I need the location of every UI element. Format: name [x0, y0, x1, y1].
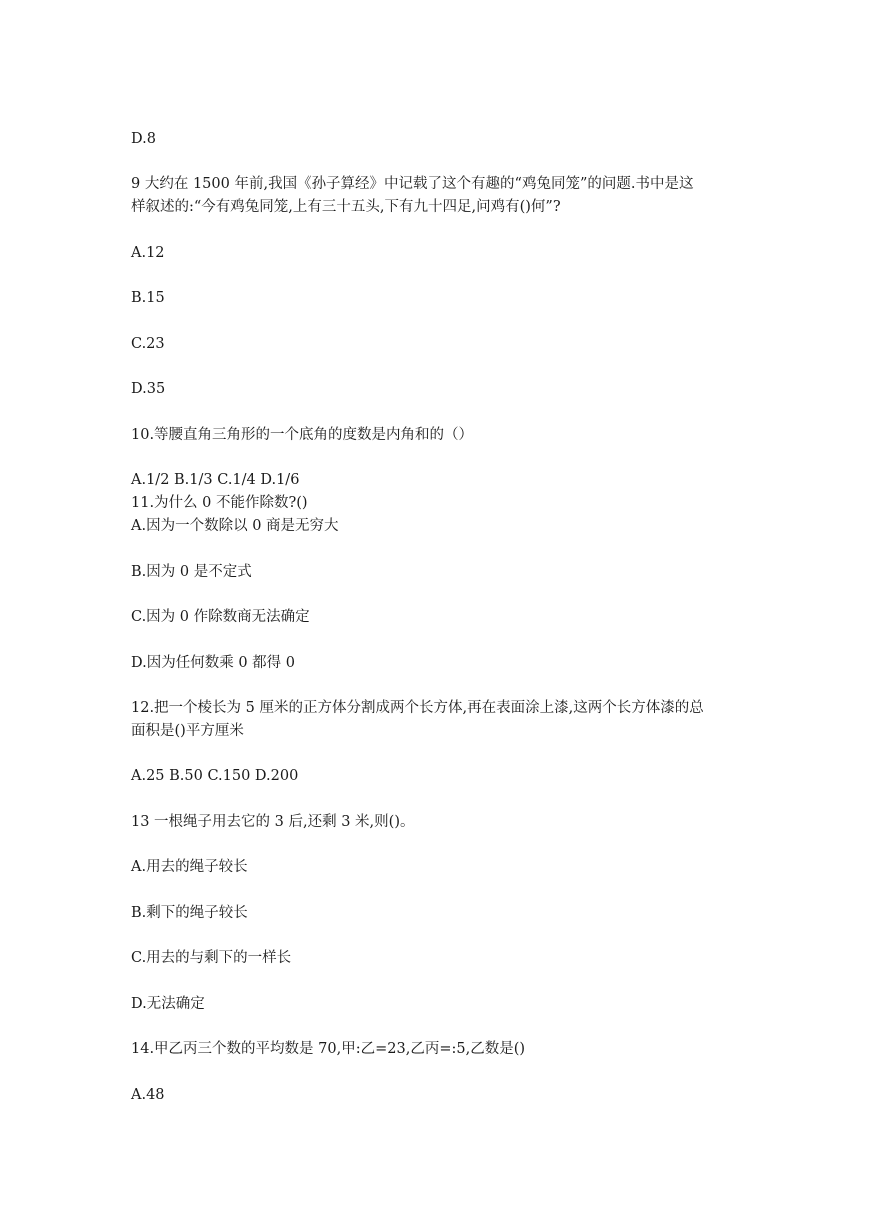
option-11-a: A.因为一个数除以 0 商是无穷大 [131, 518, 339, 534]
option-9-d: D.35 [131, 381, 166, 397]
option-13-c: C.用去的与剩下的一样长 [131, 950, 292, 966]
question-12-line-2: 面积是()平方厘米 [131, 723, 244, 739]
option-9-b: B.15 [131, 290, 165, 306]
question-10: 10.等腰直角三角形的一个底角的度数是内角和的（） [131, 427, 474, 443]
option-13-a: A.用去的绳子较长 [131, 859, 248, 875]
option-11-d: D.因为任何数乘 0 都得 0 [131, 655, 295, 671]
options-12: A.25 B.50 C.150 D.200 [131, 768, 299, 784]
option-14-a: A.48 [131, 1087, 165, 1103]
question-9-line-2: 样叙述的:“今有鸡兔同笼,上有三十五头,下有九十四足,问鸡有()何”? [131, 199, 561, 215]
options-10: A.1/2 B.1/3 C.1/4 D.1/6 [131, 472, 300, 488]
question-11: 11.为什么 0 不能作除数?() [131, 495, 308, 511]
option-9-c: C.23 [131, 336, 165, 352]
question-9-line-1: 9 大约在 1500 年前,我国《孙子算经》中记载了这个有趣的“鸡兔同笼”的问题.书中是这 [131, 176, 694, 192]
option-9-a: A.12 [131, 245, 165, 261]
question-13: 13 一根绳子用去它的 3 后,还剩 3 米,则()。 [131, 814, 415, 830]
option-13-d: D.无法确定 [131, 996, 205, 1012]
question-14: 14.甲乙丙三个数的平均数是 70,甲:乙=23,乙丙=:5,乙数是() [131, 1041, 526, 1057]
question-12-line-1: 12.把一个棱长为 5 厘米的正方体分割成两个长方体,再在表面涂上漆,这两个长方体漆的总 [131, 700, 704, 716]
option-11-b: B.因为 0 是不定式 [131, 564, 252, 580]
option-8-d: D.8 [131, 131, 156, 147]
option-11-c: C.因为 0 作除数商无法确定 [131, 609, 310, 625]
option-13-b: B.剩下的绳子较长 [131, 905, 248, 921]
